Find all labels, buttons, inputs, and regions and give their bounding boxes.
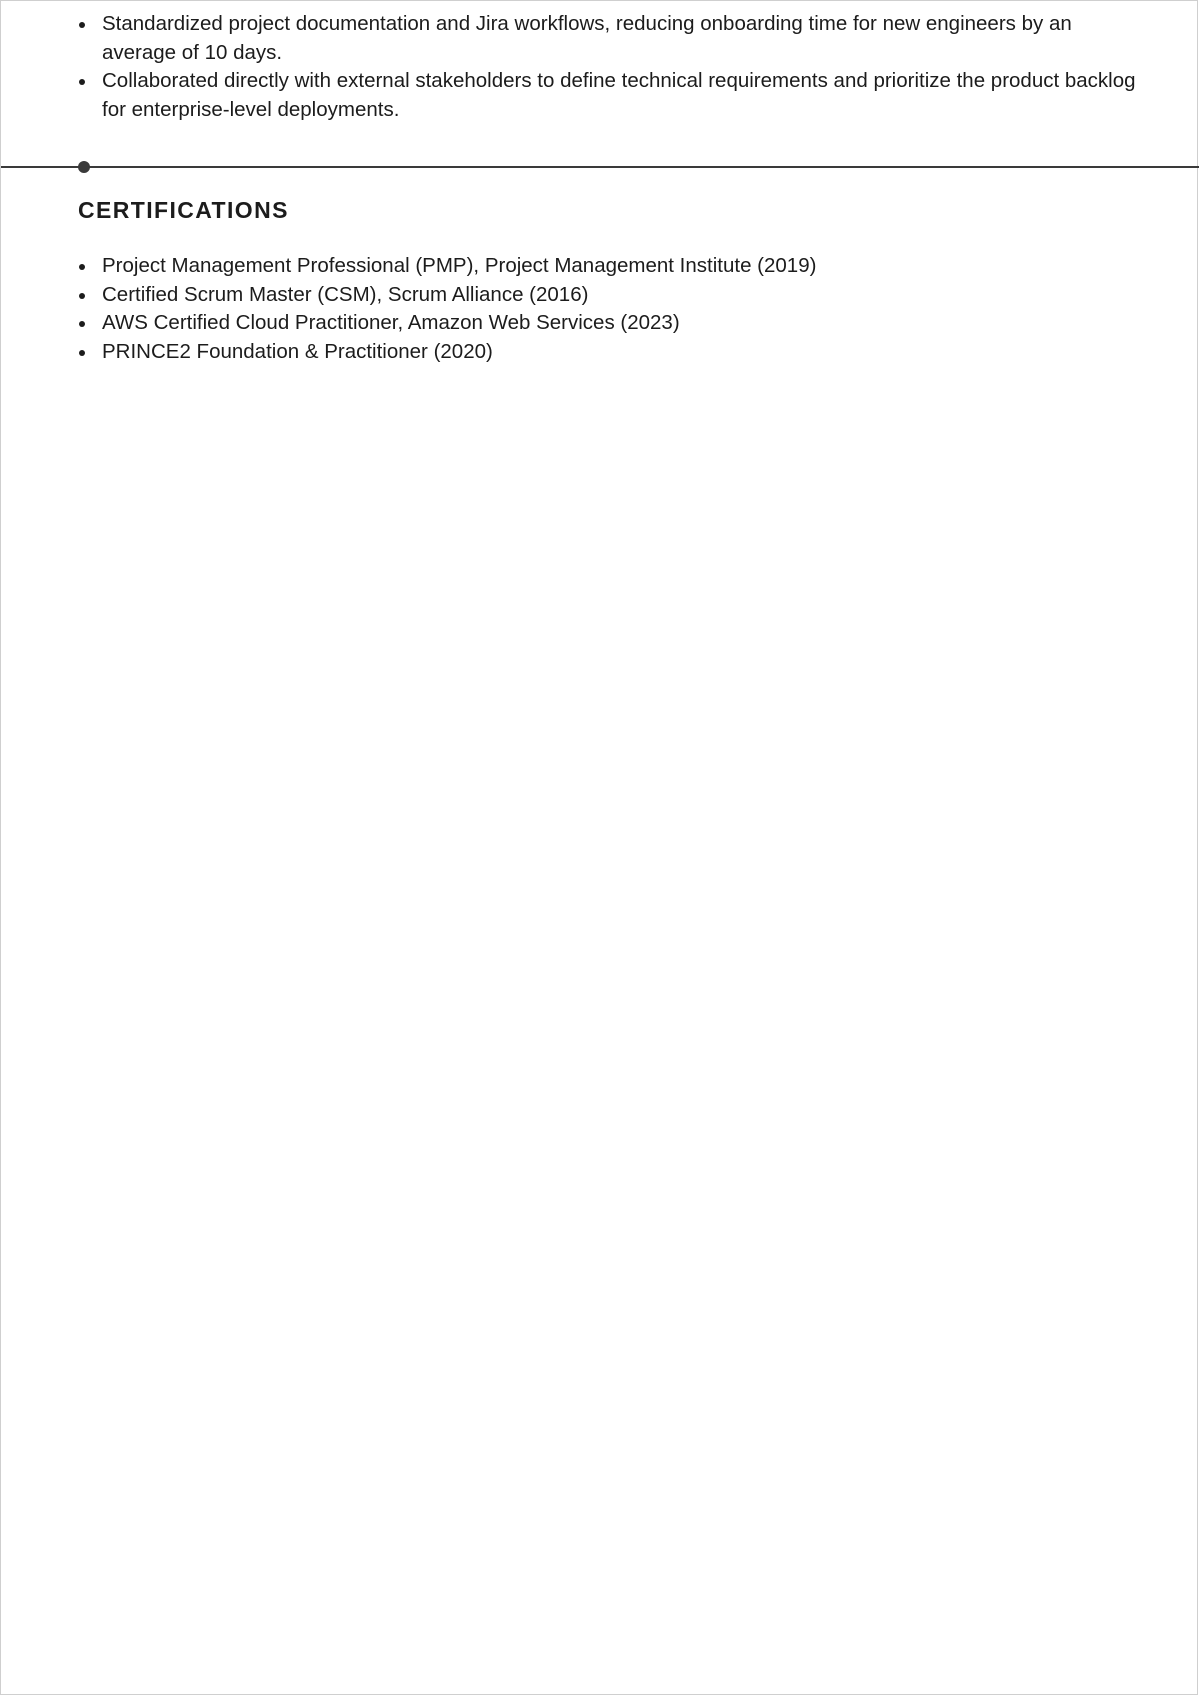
certification-item: Project Management Professional (PMP), Project Management Institute (2019) [78,252,1138,281]
certification-item: Certified Scrum Master (CSM), Scrum Alliance (2016) [78,281,1138,310]
divider-dot-icon [78,161,90,173]
experience-bullet-list [78,10,1138,124]
certification-item: PRINCE2 Foundation & Practitioner (2020) [78,338,1138,367]
certification-item: AWS Certified Cloud Practitioner, Amazon Web Services (2023) [78,309,1138,338]
certifications-list [78,252,1138,366]
experience-bullet: Collaborated directly with external stakeholders to define technical requirements and prioritize the product backlog for enterprise-level deployments. [78,67,1138,124]
certifications-heading: CERTIFICATIONS [78,197,289,223]
section-divider [1,166,1199,168]
experience-bullet: Standardized project documentation and Jira workflows, reducing onboarding time for new engineers by an average of 10 days. [78,10,1138,67]
